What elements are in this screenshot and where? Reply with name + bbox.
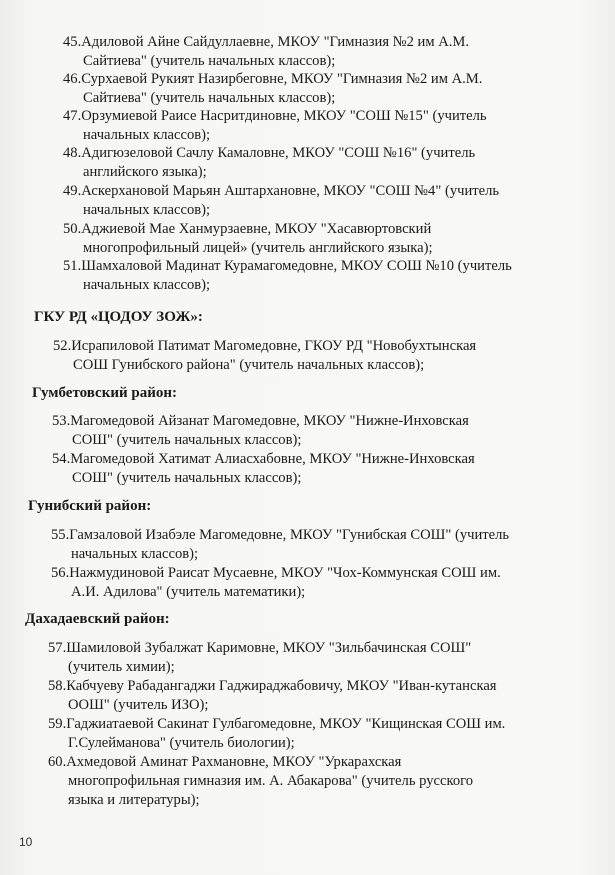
list-item: 46.Сурхаевой Рукият Назирбеговне, МКОУ "Гимназия №2 им А.М. Сайтиева" (учитель начальных классов); bbox=[63, 71, 483, 106]
list-item: 45.Адиловой Айне Сайдуллаевне, МКОУ "Гимназия №2 им А.М. Сайтиева" (учитель начальных классов); bbox=[63, 34, 470, 69]
list-item: 51.Шамхаловой Мадинат Курамагомедовне, МКОУ СОШ №10 (учитель начальных классов); bbox=[63, 258, 512, 293]
list-item: 56.Нажмудиновой Раисат Мусаевне, МКОУ "Чох-Коммунская СОШ им. А.И. Адилова" (учитель математики); bbox=[51, 565, 501, 600]
list-item: 48.Адигюзеловой Сачлу Камаловне, МКОУ "СОШ №16" (учитель английского языка); bbox=[63, 145, 476, 180]
section-heading-gku: ГКУ РД «ЦОДОУ ЗОЖ»: bbox=[34, 309, 203, 325]
list-item: 54.Магомедовой Хатимат Алиасхабовне, МКОУ "Нижне-Инховская СОШ" (учитель начальных классов); bbox=[52, 451, 475, 486]
list-item: 59.Гаджиатаевой Сакинат Гулбагомедовне, МКОУ "Кищинская СОШ им. Г.Сулейманова" (учитель биологии); bbox=[48, 716, 506, 751]
list-item: 50.Аджиевой Мае Ханмурзаевне, МКОУ "Хасавюртовский многопрофильный лицей» (учитель английского языка); bbox=[63, 221, 433, 256]
list-item: 49.Аскерхановой Марьян Аштархановне, МКОУ "СОШ №4" (учитель начальных классов); bbox=[63, 183, 500, 218]
list-item: 53.Магомедовой Айзанат Магомедовне, МКОУ "Нижне-Инховская СОШ" (учитель начальных классов); bbox=[52, 413, 469, 448]
list-item: 58.Кабчуеву Рабадангаджи Гаджираджабовичу, МКОУ "Иван-кутанская ООШ" (учитель ИЗО); bbox=[48, 678, 497, 713]
list-item: 60.Ахмедовой Аминат Рахмановне, МКОУ "Уркарахская многопрофильная гимназия им. А. Абакарова" (учитель русского языка и литературы); bbox=[48, 754, 474, 808]
list-item: 57.Шамиловой Зубалжат Каримовне, МКОУ "Зильбачинская СОШ" (учитель химии); bbox=[48, 640, 472, 675]
section-heading-gumbet: Гумбетовский район: bbox=[32, 385, 177, 401]
page-number: 10 bbox=[19, 835, 33, 849]
list-item: 55.Гамзаловой Изабэле Магомедовне, МКОУ "Гунибская СОШ" (учитель начальных классов); bbox=[51, 527, 510, 562]
section-heading-dakhad: Дахадаевский район: bbox=[25, 611, 170, 627]
section-heading-gunib: Гунибский район: bbox=[28, 498, 152, 514]
list-item: 52.Исрапиловой Патимат Магомедовне, ГКОУ РД "Новобухтынская СОШ Гунибского района" (учитель начальных классов); bbox=[53, 338, 477, 373]
list-item: 47.Орзумиевой Раисе Насритдиновне, МКОУ "СОШ №15" (учитель начальных классов); bbox=[63, 108, 487, 143]
